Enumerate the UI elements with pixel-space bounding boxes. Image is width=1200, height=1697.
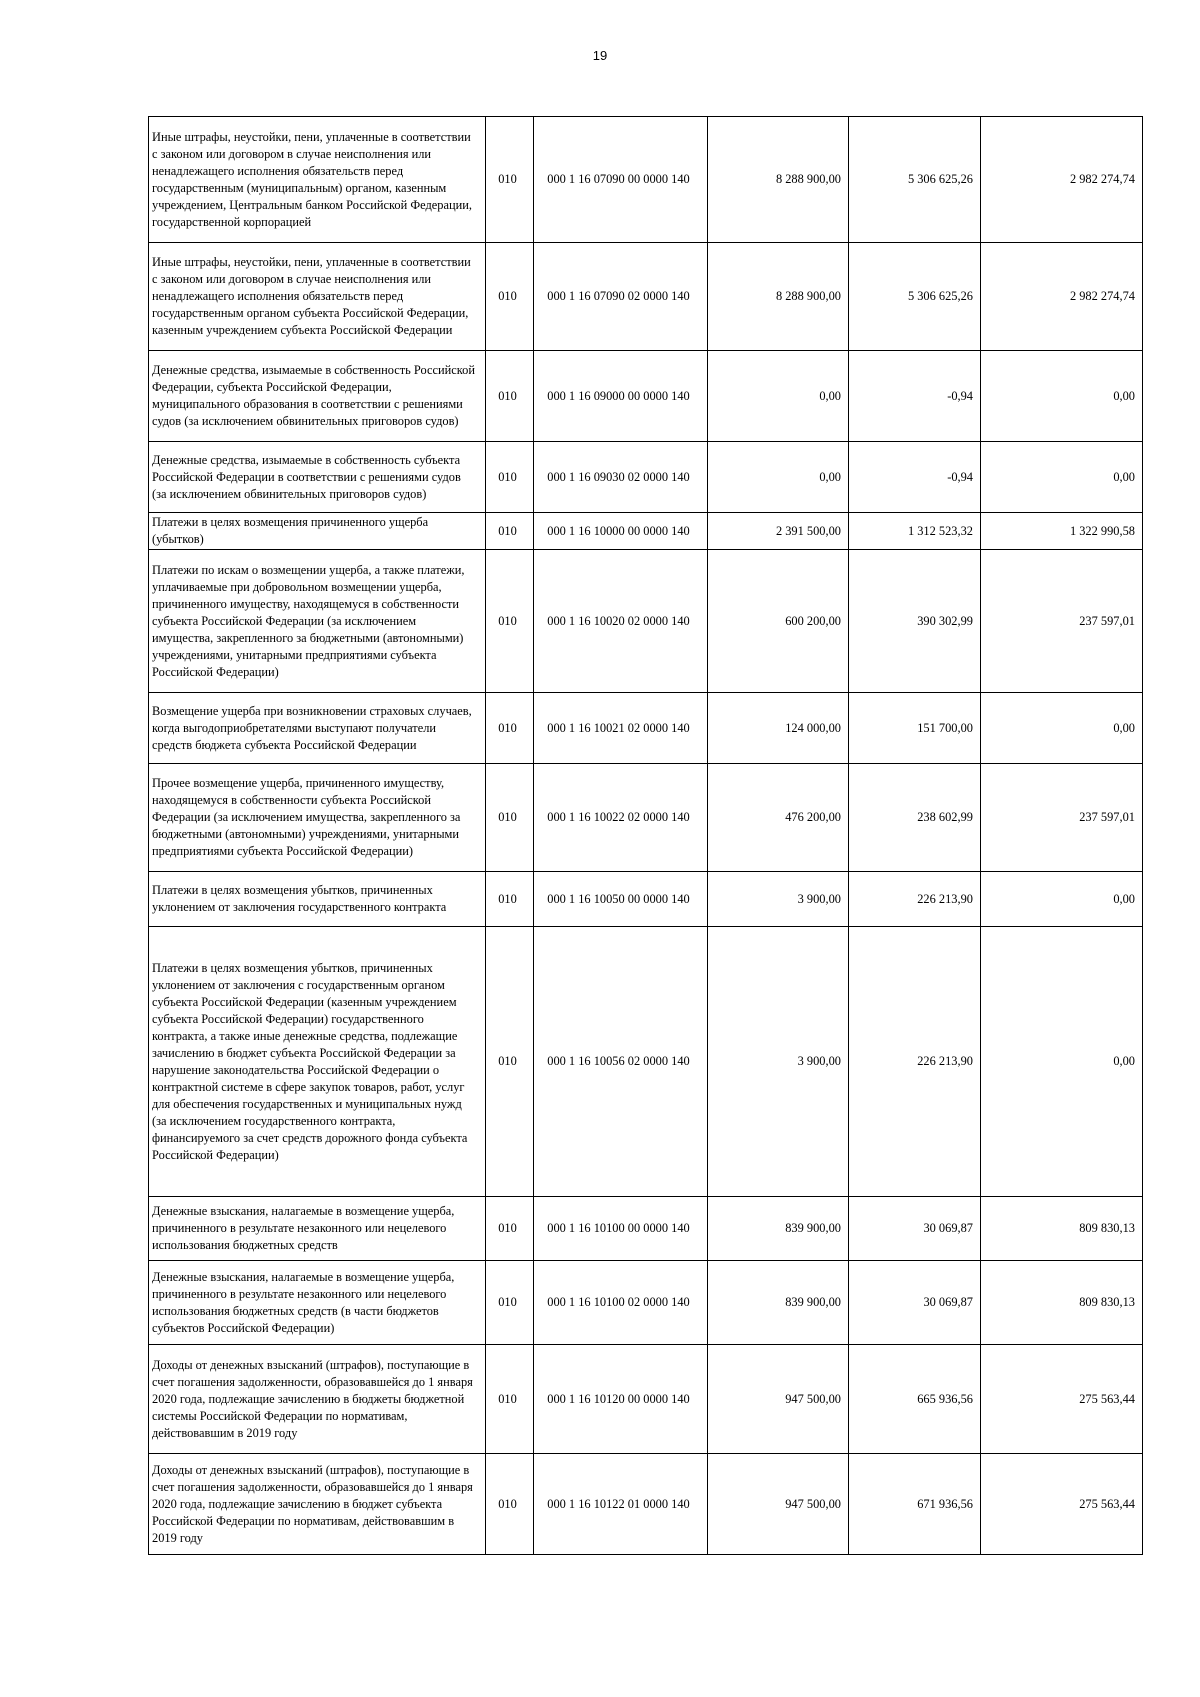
row-budget-code: 000 1 16 10050 00 0000 140 [534,872,708,927]
page-number: 19 [592,48,608,63]
row-budget-code: 000 1 16 10021 02 0000 140 [534,693,708,764]
row-approved: 600 200,00 [708,550,849,693]
row-budget-code: 000 1 16 10056 02 0000 140 [534,927,708,1197]
table-row [149,550,1143,693]
row-unexecuted: 0,00 [981,442,1143,513]
row-name: Иные штрафы, неустойки, пени, уплаченные в соответствии с законом или договором в случае неисполнения или ненадлежащего исполнения обязательств перед государственным органом субъекта Российской Федерации, казенным учреждением субъекта Российской Федерации [149,243,486,351]
row-executed: -0,94 [849,442,981,513]
row-name: Доходы от денежных взысканий (штрафов), поступающие в счет погашения задолженности, образовавшейся до 1 января 2020 года, подлежащие зачислению в бюджеты бюджетной системы Российской Федерации по нормативам, действовавшим в 2019 году [149,1345,486,1454]
row-line-code: 010 [486,872,534,927]
table-row [149,1261,1143,1345]
row-executed: 151 700,00 [849,693,981,764]
row-approved: 8 288 900,00 [708,243,849,351]
row-approved: 3 900,00 [708,872,849,927]
row-line-code: 010 [486,764,534,872]
row-name: Доходы от денежных взысканий (штрафов), поступающие в счет погашения задолженности, образовавшейся до 1 января 2020 года, подлежащие зачислению в бюджет субъекта Российской Федерации по нормативам, действовавшим в 2019 году [149,1454,486,1555]
table-row [149,1197,1143,1261]
row-budget-code: 000 1 16 10100 00 0000 140 [534,1197,708,1261]
row-line-code: 010 [486,550,534,693]
row-line-code: 010 [486,513,534,550]
row-executed: 1 312 523,32 [849,513,981,550]
row-line-code: 010 [486,442,534,513]
table-row [149,351,1143,442]
row-name: Денежные средства, изымаемые в собственность субъекта Российской Федерации в соответствии с решениями судов (за исключением обвинительных приговоров судов) [149,442,486,513]
row-name: Возмещение ущерба при возникновении страховых случаев, когда выгодоприобретателями выступают получатели средств бюджета субъекта Российской Федерации [149,693,486,764]
row-unexecuted: 0,00 [981,693,1143,764]
row-name: Денежные средства, изымаемые в собственность Российской Федерации, субъекта Российской Федерации, муниципального образования в соответствии с решениями судов (за исключением обвинительных приговоров судов) [149,351,486,442]
row-executed: 30 069,87 [849,1261,981,1345]
row-executed: 5 306 625,26 [849,117,981,243]
row-budget-code: 000 1 16 10020 02 0000 140 [534,550,708,693]
row-budget-code: 000 1 16 09000 00 0000 140 [534,351,708,442]
row-unexecuted: 237 597,01 [981,550,1143,693]
row-name: Иные штрафы, неустойки, пени, уплаченные в соответствии с законом или договором в случае неисполнения или ненадлежащего исполнения обязательств перед государственным (муниципальным) органом, казенным учреждением, Центральным банком Российской Федерации, государственной корпорацией [149,117,486,243]
table-row [149,243,1143,351]
row-executed: 238 602,99 [849,764,981,872]
row-unexecuted: 2 982 274,74 [981,117,1143,243]
row-unexecuted: 275 563,44 [981,1345,1143,1454]
row-budget-code: 000 1 16 09030 02 0000 140 [534,442,708,513]
row-line-code: 010 [486,243,534,351]
row-approved: 0,00 [708,351,849,442]
table-row [149,117,1143,243]
row-executed: 671 936,56 [849,1454,981,1555]
row-approved: 476 200,00 [708,764,849,872]
row-executed: 226 213,90 [849,872,981,927]
row-unexecuted: 2 982 274,74 [981,243,1143,351]
table-row [149,513,1143,550]
row-name: Прочее возмещение ущерба, причиненного имуществу, находящемуся в собственности субъекта Российской Федерации (за исключением имущества, закрепленного за бюджетными (автономными) учреждениями, унитарными предприятиями субъекта Российской Федерации) [149,764,486,872]
row-approved: 947 500,00 [708,1345,849,1454]
row-line-code: 010 [486,1454,534,1555]
row-executed: 390 302,99 [849,550,981,693]
row-name: Платежи в целях возмещения убытков, причиненных уклонением от заключения государственного контракта [149,872,486,927]
row-unexecuted: 809 830,13 [981,1261,1143,1345]
row-executed: 665 936,56 [849,1345,981,1454]
row-name: Платежи в целях возмещения причиненного ущерба (убытков) [149,513,486,550]
row-budget-code: 000 1 16 10122 01 0000 140 [534,1454,708,1555]
row-name: Платежи по искам о возмещении ущерба, а также платежи, уплачиваемые при добровольном возмещении ущерба, причиненного имуществу, находящемуся в собственности субъекта Российской Федерации (за исключением имущества, закрепленного за бюджетными (автономными) учреждениями, унитарными предприятиями субъекта Российской Федерации) [149,550,486,693]
row-unexecuted: 0,00 [981,927,1143,1197]
table-row [149,1454,1143,1555]
row-approved: 839 900,00 [708,1261,849,1345]
row-line-code: 010 [486,693,534,764]
table-row [149,693,1143,764]
row-budget-code: 000 1 16 10120 00 0000 140 [534,1345,708,1454]
row-name: Платежи в целях возмещения убытков, причиненных уклонением от заключения с государственным органом субъекта Российской Федерации (казенным учреждением субъекта Российской Федерации) государственного контракта, а также иные денежные средства, подлежащие зачислению в бюджет субъекта Российской Федерации за нарушение законодательства Российской Федерации о контрактной системе в сфере закупок товаров, работ, услуг для обеспечения государственных и муниципальных нужд (за исключением государственного контракта, финансируемого за счет средств дорожного фонда субъекта Российской Федерации) [149,927,486,1197]
table-row [149,1345,1143,1454]
row-name: Денежные взыскания, налагаемые в возмещение ущерба, причиненного в результате незаконного или нецелевого использования бюджетных средств [149,1197,486,1261]
table-row [149,872,1143,927]
row-unexecuted: 0,00 [981,351,1143,442]
row-budget-code: 000 1 16 07090 02 0000 140 [534,243,708,351]
row-unexecuted: 275 563,44 [981,1454,1143,1555]
row-line-code: 010 [486,927,534,1197]
row-approved: 124 000,00 [708,693,849,764]
revenue-table [148,116,1143,1555]
row-approved: 947 500,00 [708,1454,849,1555]
table-row [149,442,1143,513]
row-line-code: 010 [486,1345,534,1454]
row-line-code: 010 [486,1261,534,1345]
row-line-code: 010 [486,351,534,442]
row-approved: 2 391 500,00 [708,513,849,550]
row-unexecuted: 237 597,01 [981,764,1143,872]
row-executed: 5 306 625,26 [849,243,981,351]
row-unexecuted: 809 830,13 [981,1197,1143,1261]
row-name: Денежные взыскания, налагаемые в возмещение ущерба, причиненного в результате незаконного или нецелевого использования бюджетных средств (в части бюджетов субъектов Российской Федерации) [149,1261,486,1345]
row-approved: 3 900,00 [708,927,849,1197]
row-executed: 30 069,87 [849,1197,981,1261]
table-row [149,764,1143,872]
table-row [149,927,1143,1197]
row-executed: -0,94 [849,351,981,442]
row-line-code: 010 [486,1197,534,1261]
row-approved: 8 288 900,00 [708,117,849,243]
row-unexecuted: 1 322 990,58 [981,513,1143,550]
row-budget-code: 000 1 16 10100 02 0000 140 [534,1261,708,1345]
row-approved: 839 900,00 [708,1197,849,1261]
row-budget-code: 000 1 16 10000 00 0000 140 [534,513,708,550]
row-budget-code: 000 1 16 07090 00 0000 140 [534,117,708,243]
row-unexecuted: 0,00 [981,872,1143,927]
row-executed: 226 213,90 [849,927,981,1197]
row-budget-code: 000 1 16 10022 02 0000 140 [534,764,708,872]
row-line-code: 010 [486,117,534,243]
row-approved: 0,00 [708,442,849,513]
